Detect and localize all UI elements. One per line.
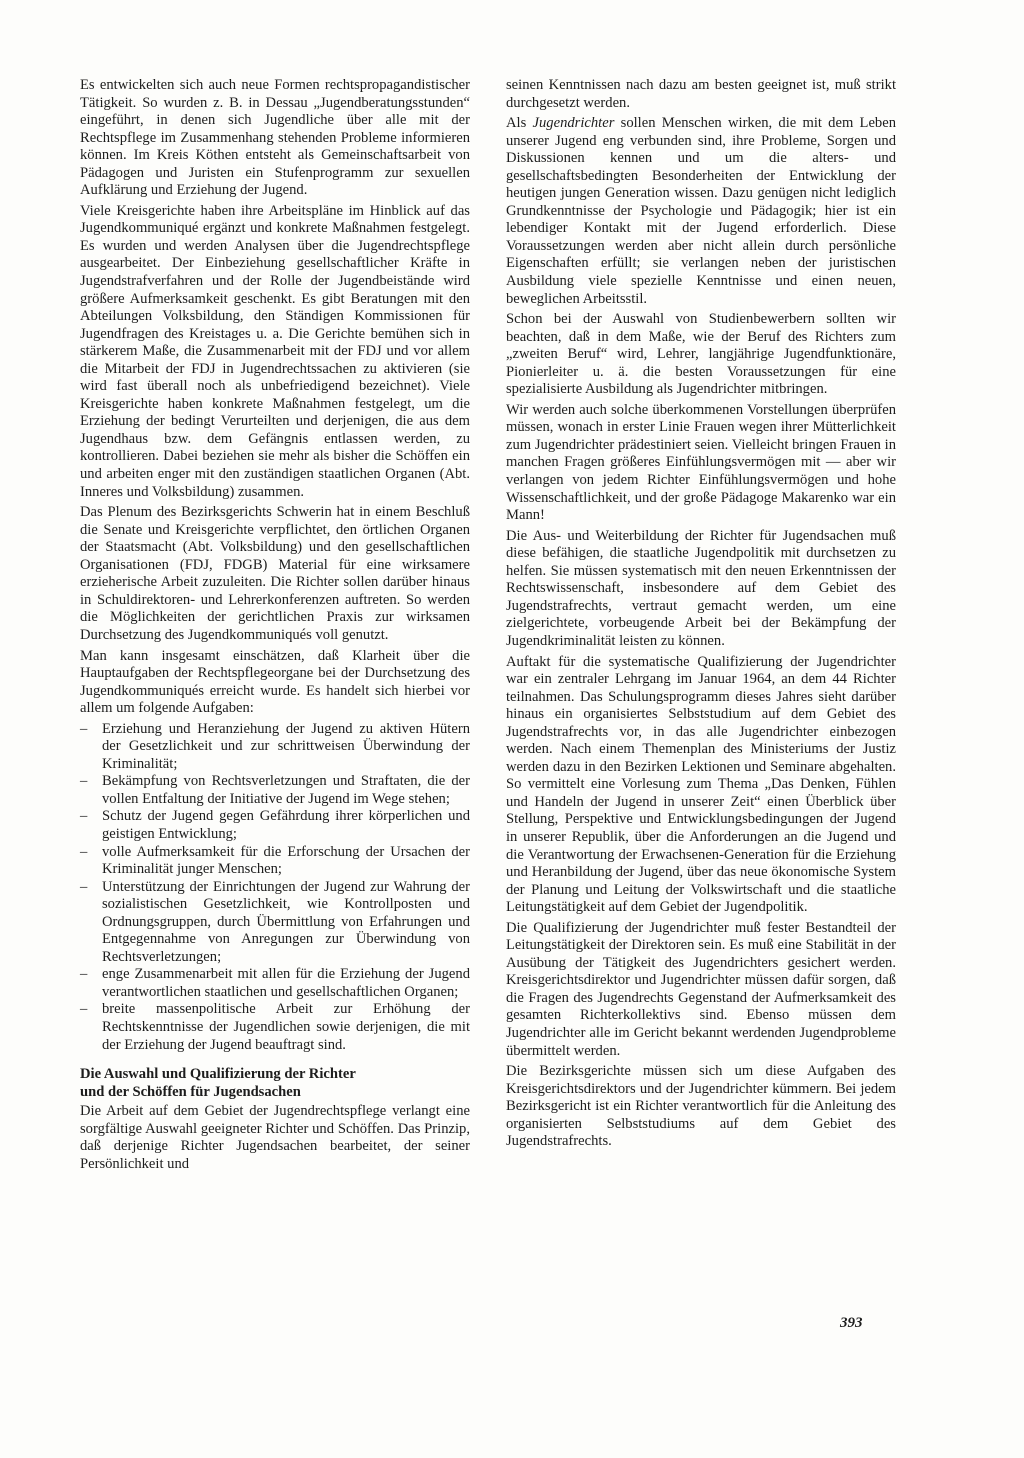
paragraph-propaganda: Es entwickelten sich auch neue Formen rechtspropagandistischer Tätigkeit. So wurden z. B. in Dessau „Jugendberatungsstunden“ eingeführt, in denen sich Jugendliche über alle mit der Rechtspflege im Zusammenhang stehenden Probleme informieren können. Im Kreis Köthen entsteht als Gemeinschaftsarbeit von Pädagogen und Juristen ein Stufenprogramm zur sexuellen Aufklärung und Erziehung der Jugend. (80, 77, 470, 199)
paragraph-weiterbildung: Die Aus- und Weiterbildung der Richter für Jugendsachen muß diese befähigen, die staatliche Jugendpolitik mit durchsetzen zu helfen. Sie müssen systematisch mit den neuen Erkenntnissen der Rechtswissenschaft, insbesondere auf dem Gebiet des Jugendstrafrechts, vertraut gemacht werden, um eine zielgerichtete, vorbeugende Arbeit bei der Bekämpfung der Jugendkriminalität leisten zu können. (506, 527, 896, 649)
list-item: – Bekämpfung von Rechtsverletzungen und Straftaten, die der vollen Entfaltung der Initiative der Jugend im Wege stehen; (80, 773, 470, 807)
dash-bullet: – (80, 720, 88, 737)
paragraph-schwerin: Das Plenum des Bezirksgerichts Schwerin hat in einem Beschluß die Senate und Kreisgerichte verpflichtet, den örtlichen Organen der Staatsmacht (Abt. Volksbildung) und den gesellschaftlichen Organisationen (FDJ, FDGB) Material für eine wirksamere erzieherische Arbeit zuzuleiten. Die Richter sollen darüber hinaus in Schuldirektoren- und Lehrerkonferenzen auftreten. So werden die Möglichkeiten der gerichtlichen Praxis zur wirksamen Durchsetzung des Jugendkommuniqués voll genutzt. (80, 504, 470, 643)
paragraph-vorstellungen: Wir werden auch solche überkommenen Vorstellungen überprüfen müssen, wonach in erster Linie Frauen wegen ihrer Mütterlichkeit zum Jugendrichter prädestiniert seien. Vielleicht bringen Frauen in manchen Fragen größeres Einfühlungsvermögen mit — aber wir verlangen von jedem Richter Einfühlungsvermögen und hohe Wissenschaftlichkeit, und der große Pädagoge Makarenko war ein Mann! (506, 401, 896, 524)
paragraph-bezirksgerichte: Die Bezirksgerichte müssen sich um diese Aufgaben des Kreisgerichtsdirektors und der Jugendrichter kümmern. Bei jedem Bezirksgericht ist ein Richter verantwortlich für die Anleitung des organisierten Selbststudiums auf dem Gebiet des Jugendstrafrechts. (506, 1063, 896, 1150)
paragraph-qualifizierung: Die Qualifizierung der Jugendrichter muß fester Bestandteil der Leitungstätigkeit der Direktoren sein. Es muß eine Stabilität in der Ausübung der Tätigkeit des Jugendrichters gesichert werden. Kreisgerichtsdirektor und Jugendrichter müssen dafür sorgen, daß die Fragen des Jugendrechts Gegenstand der Aufmerksamkeit des gesamten Richterkollektivs sind. Ebenso müssen dem Jugendrichter alle im Gericht bekannt werdenden Jugendprobleme übermittelt werden. (506, 919, 896, 1059)
emphasis-jugendrichter: Jugendrichter (532, 115, 615, 132)
task-list (80, 721, 470, 1054)
paragraph-lehrgang: Auftakt für die systematische Qualifizierung der Jugendrichter war ein zentraler Lehrgang im Januar 1964, an dem 44 Richter teilnahmen. Das Schulungsprogramm dieses Jahres sieht darüber hinaus ein organisiertes Selbststudium auf dem Gebiet des Jugendstrafrechts vor, in das alle Jugendrichter einbezogen werden. Nach einem Themenplan des Ministeriums der Justiz werden dazu in den Bezirken Lektionen und Seminare abgehalten. So vermittelt eine Vorlesung zum Thema „Das Denken, Fühlen und Handeln der Jugend in unserer Zeit“ einen Überblick über Stellung, Perspektive und Entwicklungsbedingungen der Jugend in unserer Republik, über die Anforderungen an die Jugend und die Verantwortung der Erwachsenen-Generation für die Erziehung und Heranbildung der Jugend, über das neue ökonomische System der Planung und Leitung der Volkswirtschaft und die staatliche Leitungstätigkeit auf dem Gebiet der Jugendpolitik. (506, 653, 896, 916)
paragraph-hauptaufgaben: Man kann insgesamt einschätzen, daß Klarheit über die Hauptaufgaben der Rechtspflegeorgane bei der Durchsetzung des Jugendkommuniqués erreicht wurde. Es handelt sich hierbei vor allem um folgende Aufgaben: (80, 647, 470, 717)
page-number: 393 (840, 1315, 863, 1331)
dash-bullet: – (80, 773, 88, 790)
paragraph-kreisgerichte: Viele Kreisgerichte haben ihre Arbeitspläne im Hinblick auf das Jugendkommuniqué ergänzt und konkrete Maßnahmen festgelegt. Es wurden und werden Analysen über die Jugendrechtspflege ausgearbeitet. Der Einbeziehung gesellschaftlicher Kräfte in Jugendstrafverfahren und der Rolle der Jugendbeistände wird größere Aufmerksamkeit geschenkt. Es gibt Beratungen mit den Abteilungen Volksbildung, den Ständigen Kommissionen für Jugendfragen des Kreistages u. a. Die Gerichte bemühen sich in stärkerem Maße, die Zusammenarbeit mit der FDJ und vor allem die Mitarbeit der FDJ in Jugendrechtssachen zu aktivieren (sie wird fast überall noch als unbefriedigend bezeichnet). Viele Kreisgerichte haben konkrete Maßnahmen festgelegt, um die Erziehung der bedingt Verurteilten und derjenigen, die aus dem Jugendhaus bzw. dem Gefängnis entlassen werden, zu kontrollieren. Dabei beziehen sie mehr als bisher die Schöffen ein und arbeiten enger mit den zuständigen staatlichen Organen (Abt. Inneres und Volksbildung) zusammen. (80, 202, 470, 500)
paragraph-jugendrichter: Als Jugendrichter sollen Menschen wirken, die mit dem Leben unserer Jugend eng verbunden sind, ihre Probleme, Sorgen und Diskussionen kennen und um die alters- und gesellschaftsbedingten Besonderheiten der Entwicklung der heutigen jungen Generation wissen. Dazu genügen nicht lediglich Grundkenntnisse der Psychologie und Pädagogik; hier ist ein lebendiger Kontakt mit der Jugend erforderlich. Diese Voraussetzungen werden aber nicht allein durch persönliche Eigenschaften erfüllt; sie verlangen neben der juristischen Ausbildung viele spezielle Kenntnisse und einen neuen, beweglichen Arbeitsstil. (506, 115, 897, 307)
dash-bullet: – (80, 843, 88, 860)
dash-bullet: – (80, 1001, 88, 1018)
left-column (80, 77, 470, 1176)
section-heading-line-2: und der Schöffen für Jugendsachen (80, 1083, 301, 1100)
list-item: – Unterstützung der Einrichtungen der Jugend zur Wahrung der sozialistischen Gesetzlichkeit, wie Kontrollposten und Ordnungsgruppen, durch Übermittlung von Erfahrungen und Entgegennahme von Anregungen zur Überwindung von Rechtsverletzungen; (80, 878, 470, 965)
section-heading-line-1: Die Auswahl und Qualifizierung der Richter (80, 1066, 356, 1083)
list-item: – Erziehung und Heranziehung der Jugend zu aktiven Hütern der Gesetzlichkeit und zur schrittweisen Überwindung der Kriminalität; (80, 720, 470, 772)
right-column (506, 77, 896, 1154)
paragraph-auswahl: Die Arbeit auf dem Gebiet der Jugendrechtspflege verlangt eine sorgfältige Auswahl geeigneter Richter und Schöffen. Das Prinzip, daß derjenige Richter Jugendsachen bearbeitet, der seiner Persönlichkeit und (80, 1103, 470, 1172)
paragraph-continuation: seinen Kenntnissen nach dazu am besten geeignet ist, muß strikt durchgesetzt werden. (506, 77, 896, 111)
list-item: – Schutz der Jugend gegen Gefährdung ihrer körperlichen und geistigen Entwicklung; (80, 808, 470, 842)
dash-bullet: – (80, 808, 88, 825)
list-item: – volle Aufmerksamkeit für die Erforschung der Ursachen der Kriminalität junger Menschen; (80, 843, 470, 878)
dash-bullet: – (80, 966, 88, 983)
dash-bullet: – (80, 878, 88, 895)
list-item: – enge Zusammenarbeit mit allen für die Erziehung der Jugend verantwortlichen staatlichen und gesellschaftlichen Organen; (80, 966, 470, 1000)
list-item: – breite massenpolitische Arbeit zur Erhöhung der Rechtskenntnisse der Jugendlichen sowie derjenigen, die mit der Erziehung der Jugend beauftragt sind. (80, 1001, 470, 1053)
section-heading (80, 1066, 470, 1101)
paragraph-studienbewerber: Schon bei der Auswahl von Studienbewerbern sollten wir beachten, daß in dem Maße, wie der Beruf des Richters zum „zweiten Beruf“ wird, Lehrer, langjährige Jugendfunktionäre, Pionierleiter u. ä. die besten Voraussetzungen für eine spezialisierte Ausbildung als Jugendrichter mitbringen. (506, 311, 896, 398)
